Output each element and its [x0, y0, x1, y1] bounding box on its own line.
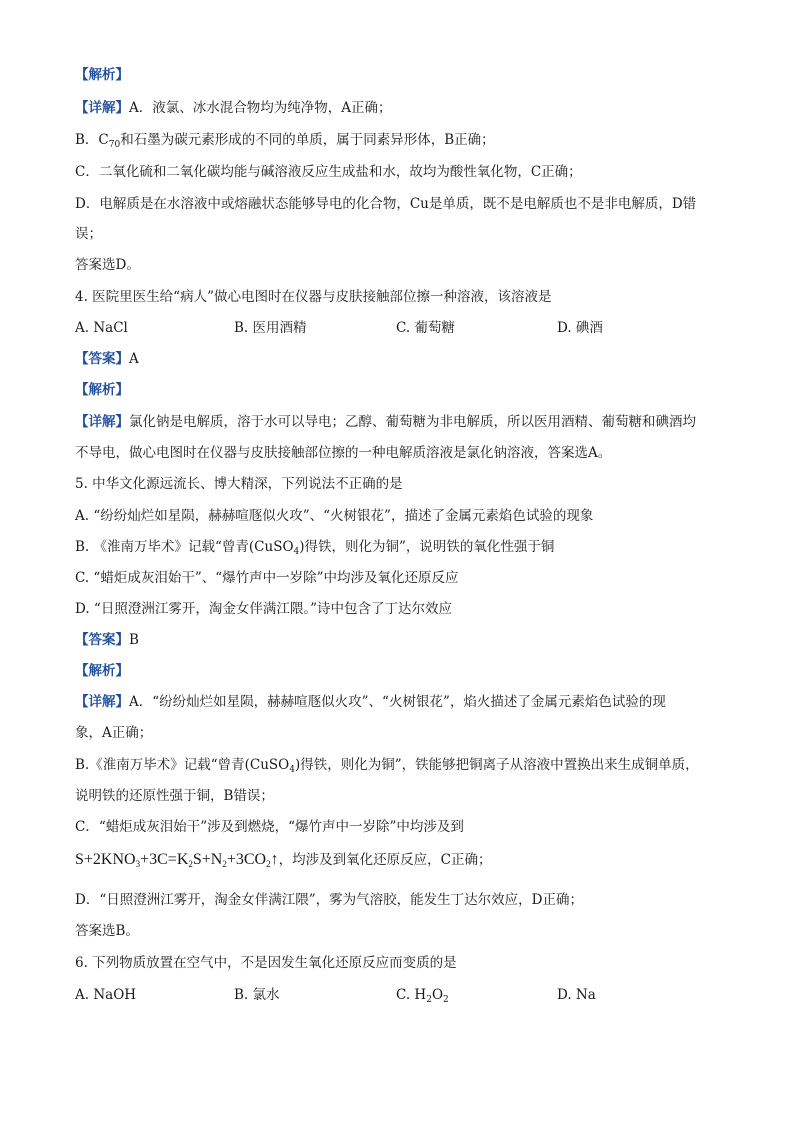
- option-a: A. “纷纷灿烂如星陨，赫赫喧豗似火攻”、“火树银花”，描述了金属元素焰色试验的现象: [75, 508, 594, 524]
- detail-line: B．$C_{70}$和石墨为碳元素形成的不同的单质，属于同素异形体，B正确；: [75, 132, 495, 150]
- detail-line: C．“蜡炬成灰泪始干”涉及到燃烧，“爆竹声中一岁除”中均涉及到: [75, 819, 464, 835]
- option-c: C. $H_2O_2$: [396, 987, 449, 1005]
- analysis-tag: 【解析】: [75, 67, 129, 83]
- detail-line: 说明铁的还原性强于铜，B错误；: [75, 788, 274, 804]
- detail-paragraph: [75, 99, 392, 117]
- detail-line: D．电解质是在水溶液中或熔融状态能够导电的化合物，Cu是单质，既不是电解质也不是非电解质，D错: [75, 196, 697, 212]
- question-stem: 4. 医院里医生给“病人”做心电图时在仪器与皮肤接触部位擦一种溶液，该溶液是: [75, 289, 552, 305]
- analysis-tag: 【解析】: [75, 663, 129, 679]
- answer-value: B: [129, 632, 139, 648]
- answer-conclusion: 答案选D。: [75, 257, 140, 273]
- option-c: C. “蜡炬成灰泪始干”、“爆竹声中一岁除”中均涉及氧化还原反应: [75, 570, 459, 586]
- option-b: B. 《淮南万毕术》记载“曾青(CuSO$_4$)得铁，则化为铜”，说明铁的氧化性强于铜: [75, 539, 555, 557]
- option-b: B. 医用酒精: [234, 320, 307, 336]
- question-stem: 6. 下列物质放置在空气中，不是因发生氧化还原反应而变质的是: [75, 955, 457, 971]
- detail-tag: 【详解】: [75, 414, 129, 430]
- option-d: D. 碘酒: [557, 320, 603, 336]
- option-c: C. 葡萄糖: [396, 320, 455, 336]
- answer-tag: 【答案】: [75, 632, 129, 648]
- detail-line: C．二氧化硫和二氧化碳均能与碱溶液反应生成盐和水，故均为酸性氧化物，C正确；: [75, 164, 582, 180]
- detail-tag: 【详解】: [75, 100, 129, 116]
- detail-paragraph: 【详解】A．“纷纷灿烂如星陨，赫赫喧豗似火攻”、“火树银花”，焰火描述了金属元素焰色试验的现: [75, 694, 666, 710]
- chemical-equation-line: $S+2KNO_3+3C=K_2S+N_2+3CO_2↑$，均涉及到氧化还原反应，C正确；: [75, 851, 492, 869]
- answer-tag: 【答案】: [75, 351, 129, 367]
- question-stem: 5. 中华文化源远流长、博大精深，下列说法不正确的是: [75, 476, 403, 492]
- answer-line: [75, 350, 139, 368]
- detail-line: 不导电，做心电图时在仪器与皮肤接触部位擦的一种电解质溶液是氯化钠溶液，答案选A。: [75, 445, 612, 461]
- detail-line: 象，A正确；: [75, 725, 153, 741]
- detail-line: A．液氯、冰水混合物均为纯净物，A正确；: [129, 100, 392, 116]
- analysis-tag: 【解析】: [75, 382, 129, 398]
- detail-line: D．“日照澄洲江雾开，淘金女伴满江隈”，雾为气溶胶，能发生丁达尔效应，D正确；: [75, 892, 583, 908]
- detail-line: 误；: [75, 226, 102, 242]
- answer-value: A: [129, 351, 139, 367]
- detail-paragraph: 【详解】氯化钠是电解质，溶于水可以导电；乙醇、葡萄糖为非电解质，所以医用酒精、葡萄糖和碘酒均: [75, 414, 696, 430]
- detail-line: B.《淮南万毕术》记载“曾青(CuSO$_4$)得铁，则化为铜”，铁能够把铜离子从溶液中置换出来生成铜单质，: [75, 757, 699, 775]
- option-d: D. Na: [557, 987, 596, 1003]
- option-a: A. NaOH: [75, 987, 137, 1003]
- chemical-equation: $S+2KNO_3+3C=K_2S+N_2+3CO_2↑$: [75, 851, 279, 869]
- answer-line: [75, 631, 139, 649]
- answer-conclusion: 答案选B。: [75, 923, 139, 939]
- option-d: D. “日照澄洲江雾开，淘金女伴满江隈。”诗中包含了丁达尔效应: [75, 601, 452, 617]
- detail-tag: 【详解】: [75, 694, 129, 710]
- option-a: A. NaCl: [75, 320, 128, 336]
- gas-arrow-icon: ↑: [270, 851, 279, 868]
- option-b: B. 氯水: [234, 987, 280, 1003]
